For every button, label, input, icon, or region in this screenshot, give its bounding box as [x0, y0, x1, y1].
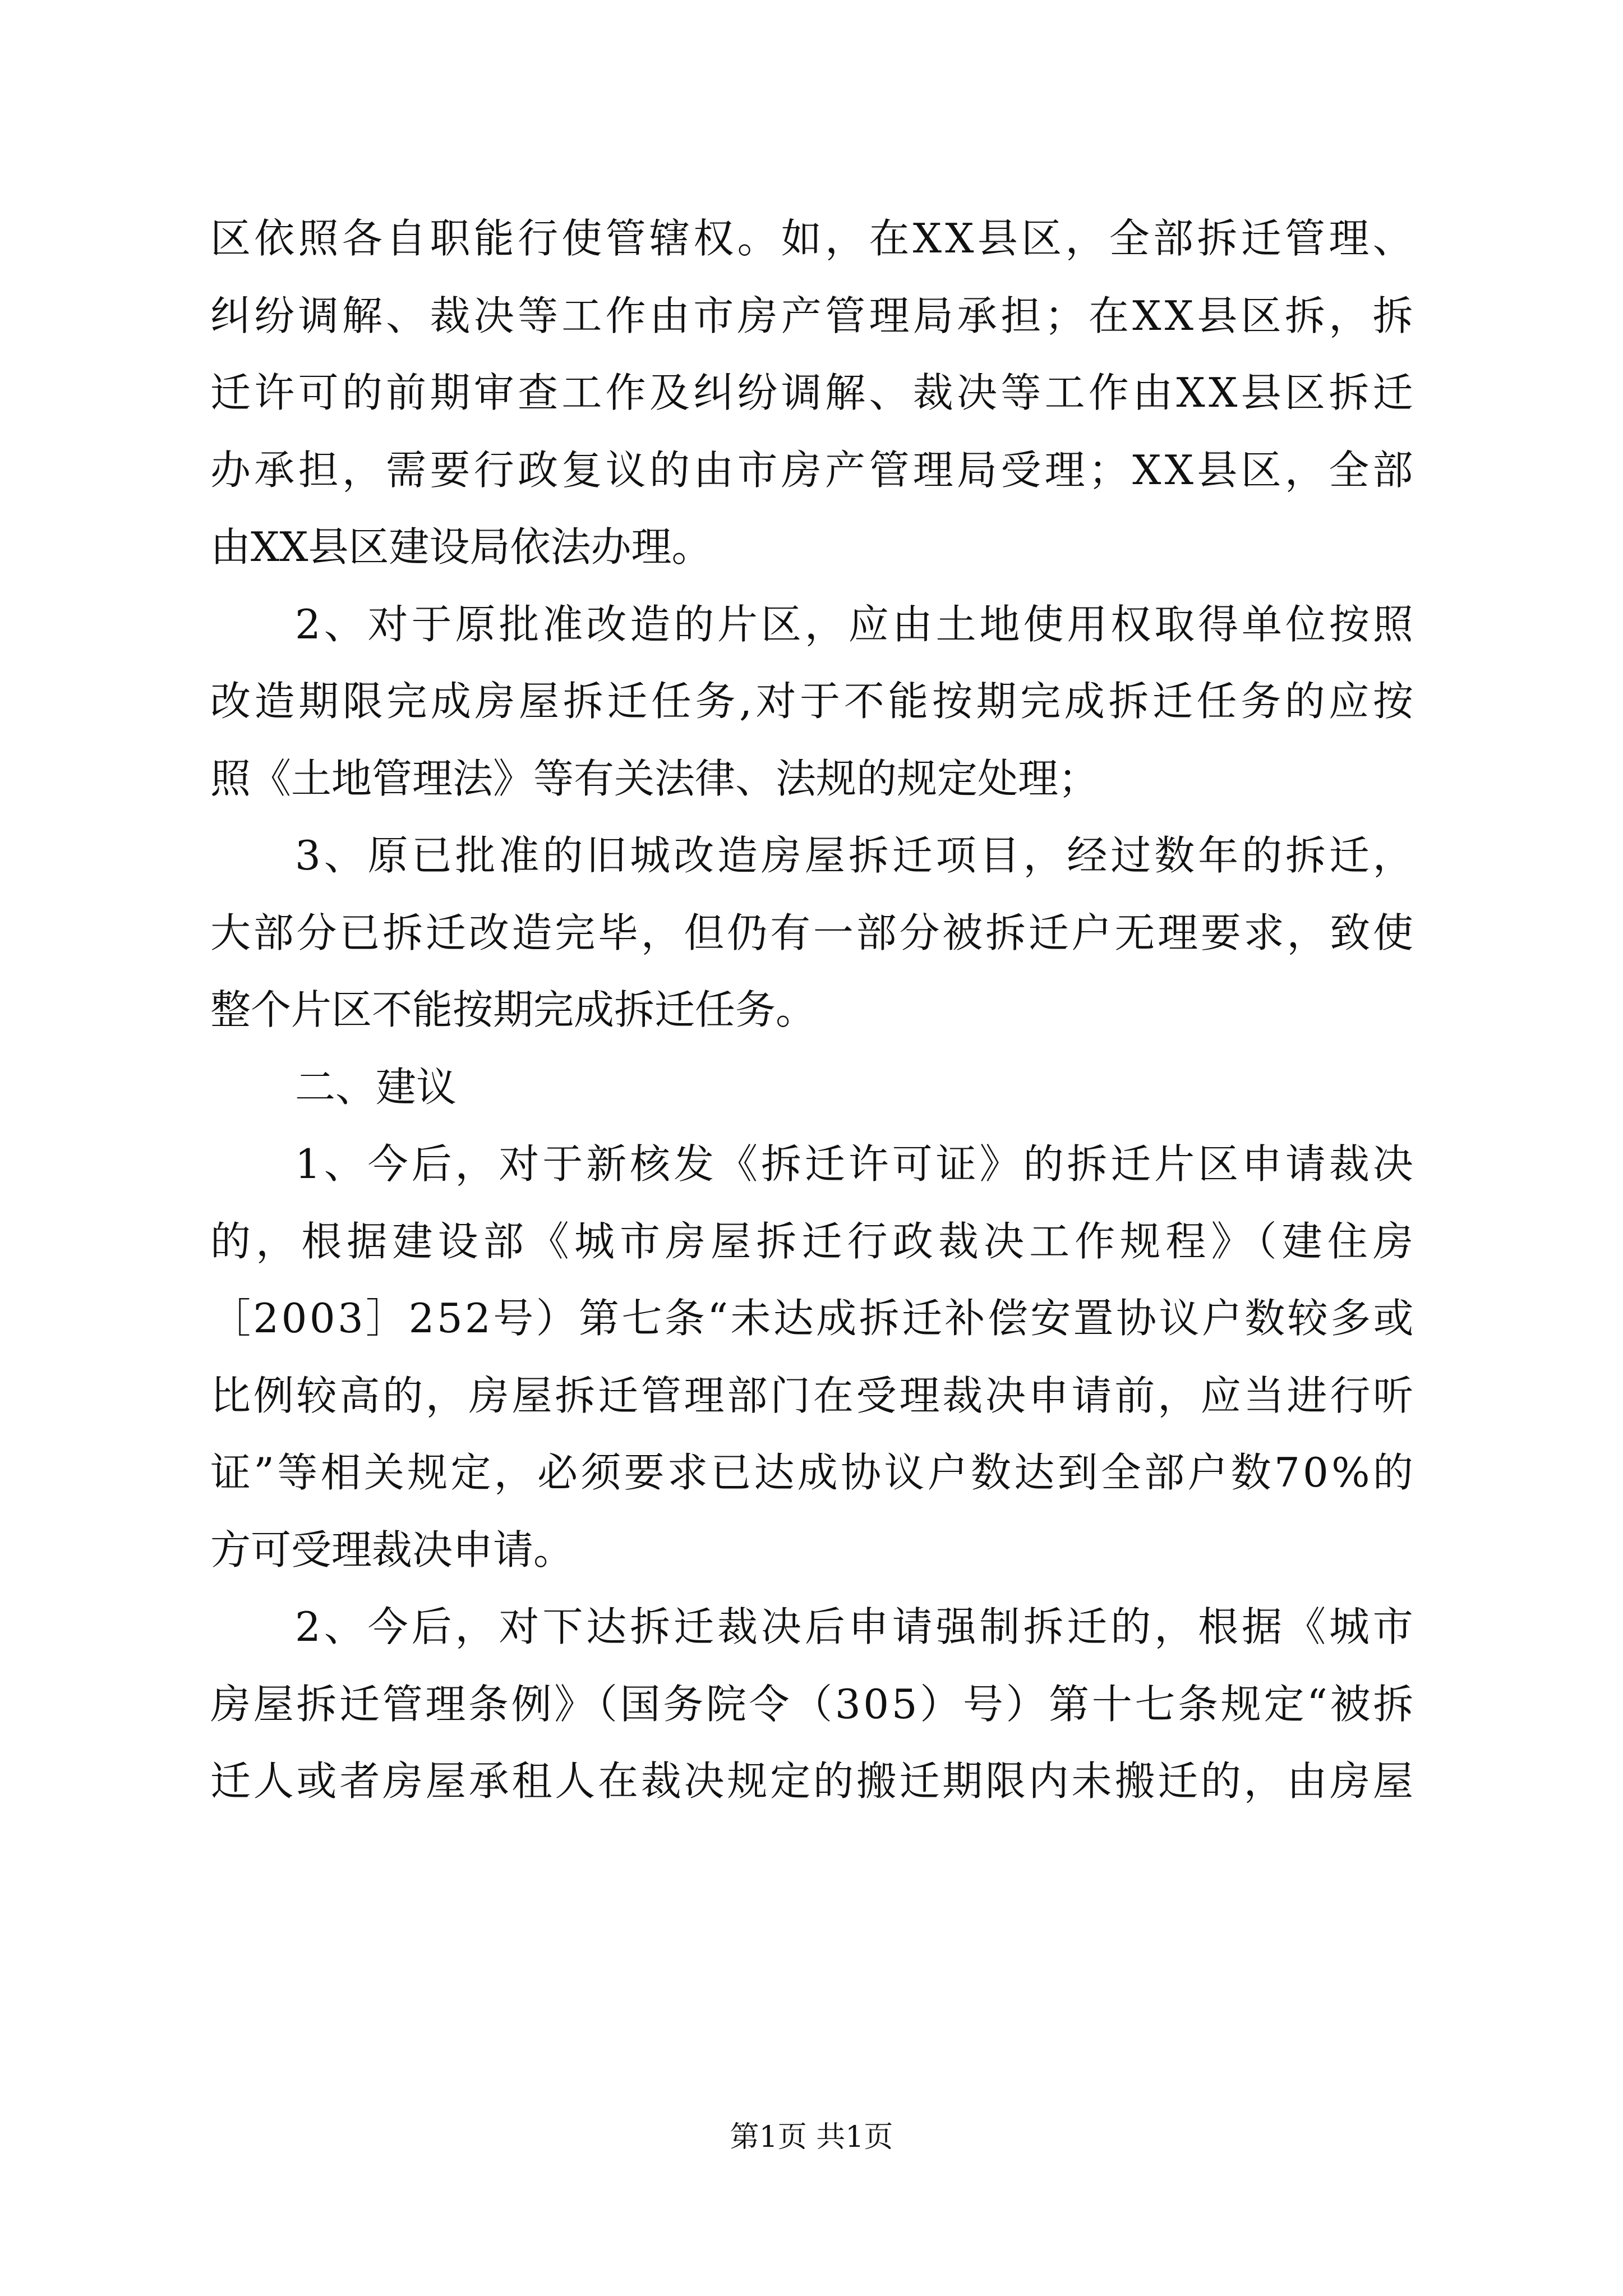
- body-line: 整个片区不能按期完成拆迁任务。: [210, 986, 817, 1033]
- body-line: 区依照各自职能行使管辖权。如，在XX县区，全部拆迁管理、: [210, 215, 1417, 262]
- paragraph-first-line: 3、原已批准的旧城改造房屋拆迁项目，经过数年的拆迁，: [295, 832, 1417, 879]
- body-line: 迁人或者房屋承租人在裁决规定的搬迁期限内未搬迁的，由房屋: [210, 1757, 1416, 1805]
- body-line: 由XX县区建设局依法办理。: [210, 523, 712, 570]
- body-line: 比例较高的，房屋拆迁管理部门在受理裁决申请前，应当进行听: [210, 1372, 1416, 1419]
- paragraph-first-line: 2、今后，对下达拆迁裁决后申请强制拆迁的，根据《城市: [295, 1603, 1417, 1650]
- body-line: 照《土地管理法》等有关法律、法规的规定处理；: [210, 755, 1099, 802]
- body-line: 纠纷调解、裁决等工作由市房产管理局承担；在XX县区拆，拆: [210, 292, 1417, 339]
- body-line: 迁许可的前期审查工作及纠纷调解、裁决等工作由XX县区拆迁: [210, 369, 1417, 416]
- body-line: 大部分已拆迁改造完毕，但仍有一部分被拆迁户无理要求，致使: [210, 909, 1416, 956]
- body-line: 的，根据建设部《城市房屋拆迁行政裁决工作规程》（建住房: [210, 1218, 1419, 1265]
- body-line: 办承担，需要行政复议的由市房产管理局受理；XX县区，全部: [210, 447, 1417, 494]
- body-line: 改造期限完成房屋拆迁任务,对于不能按期完成拆迁任务的应按: [210, 678, 1417, 725]
- page-footer: 第1页 共1页: [730, 2120, 893, 2154]
- paragraph-first-line: 1、今后，对于新核发《拆迁许可证》的拆迁片区申请裁决: [295, 1140, 1417, 1188]
- section-heading: 二、建议: [295, 1064, 457, 1111]
- body-line: ［2003］252号）第七条“未达成拆迁补偿安置协议户数较多或: [210, 1295, 1416, 1342]
- body-line: 证”等相关规定，必须要求已达成协议户数达到全部户数70%的: [210, 1449, 1417, 1496]
- paragraph-first-line: 2、对于原批准改造的片区，应由土地使用权取得单位按照: [295, 601, 1417, 648]
- body-line: 方可受理裁决申请。: [210, 1526, 574, 1573]
- body-line: 房屋拆迁管理条例》（国务院令（305）号）第十七条规定“被拆: [210, 1681, 1416, 1728]
